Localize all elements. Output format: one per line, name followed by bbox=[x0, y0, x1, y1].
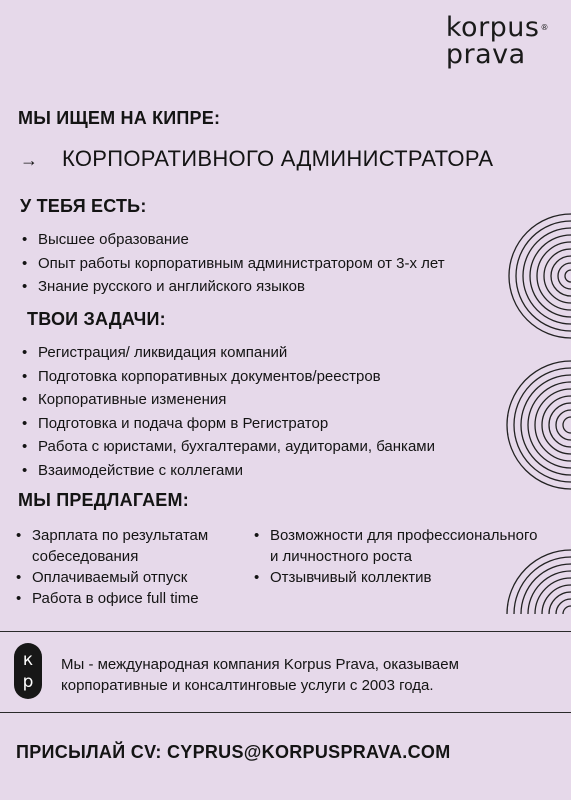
list-item: • Знание русского и английского языков bbox=[20, 275, 445, 299]
logo-line-2: prava bbox=[445, 39, 526, 70]
concentric-circles-decoration bbox=[498, 546, 571, 614]
arrow-right-icon: → bbox=[20, 150, 39, 170]
badge-letter-bottom: р bbox=[22, 672, 34, 692]
list-item: • Зарплата по результатам собеседования bbox=[14, 525, 246, 567]
list-item: • Оплачиваемый отпуск bbox=[14, 567, 246, 588]
registered-mark: ® bbox=[540, 23, 549, 32]
requirements-list bbox=[20, 228, 445, 299]
divider-top bbox=[0, 631, 571, 632]
list-item: • Подготовка и подача форм в Регистратор bbox=[20, 412, 435, 436]
divider-bottom bbox=[0, 712, 571, 713]
list-item: • Регистрация/ ликвидация компаний bbox=[20, 341, 435, 365]
list-item: • Отзывчивый коллектив bbox=[252, 567, 544, 588]
position-title: КОРПОРАТИВНОГО АДМИНИСТРАТОРА bbox=[62, 146, 494, 171]
logo-line-1: korpus® bbox=[445, 12, 549, 43]
kp-monogram-icon bbox=[14, 643, 42, 699]
list-item: • Работа в офисе full time bbox=[14, 588, 246, 609]
concentric-circles-decoration bbox=[498, 210, 571, 342]
position-line bbox=[20, 146, 493, 172]
list-item: • Работа с юристами, бухгалтерами, аудиторами, банками bbox=[20, 435, 435, 459]
badge-letter-top: к bbox=[22, 650, 34, 670]
requirements-heading: У ТЕБЯ ЕСТЬ: bbox=[20, 196, 147, 216]
tasks-list bbox=[20, 341, 435, 482]
offer-heading: МЫ ПРЕДЛАГАЕМ: bbox=[18, 490, 189, 510]
list-item: • Возможности для профессионального и личностного роста bbox=[252, 525, 544, 567]
send-cv-email[interactable]: ПРИСЫЛАЙ CV: CYPRUS@KORPUSPRAVA.COM bbox=[16, 742, 451, 762]
offer-list-left bbox=[14, 525, 246, 609]
list-item: • Опыт работы корпоративным администратором от 3-х лет bbox=[20, 252, 445, 276]
list-item: • Корпоративные изменения bbox=[20, 388, 435, 412]
list-item: • Высшее образование bbox=[20, 228, 445, 252]
concentric-circles-decoration bbox=[498, 356, 571, 494]
korpus-prava-logo bbox=[446, 14, 549, 68]
list-item: • Подготовка корпоративных документов/реестров bbox=[20, 365, 435, 389]
company-about: Мы - международная компания Korpus Prava, оказываем корпоративные и консалтинговые услуги с 2003 года. bbox=[61, 656, 459, 694]
looking-heading: МЫ ИЩЕМ НА КИПРЕ: bbox=[18, 108, 221, 128]
list-item: • Взаимодействие с коллегами bbox=[20, 459, 435, 483]
tasks-heading: ТВОИ ЗАДАЧИ: bbox=[27, 309, 166, 329]
